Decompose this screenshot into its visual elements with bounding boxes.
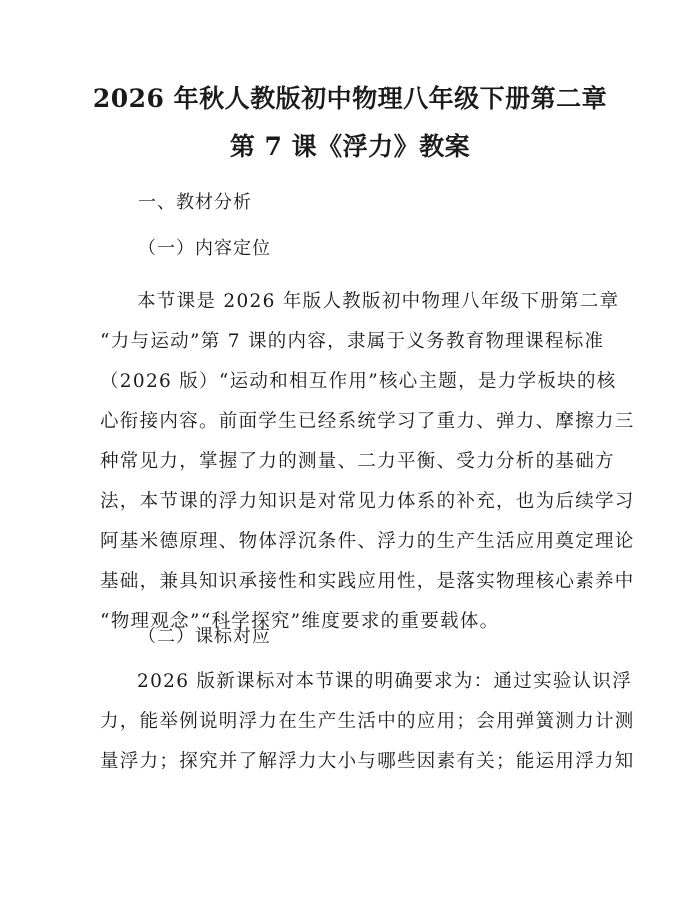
paragraph-line: （2026 版）“运动和相互作用”核心主题，是力学板块的核: [100, 371, 617, 392]
paragraph-line: 力，能举例说明浮力在生产生活中的应用；会用弹簧测力计测: [100, 711, 635, 732]
paragraph-line: 阿基米德原理、物体浮沉条件、浮力的生产生活应用奠定理论: [100, 531, 635, 552]
document-title-line-2: 第 7 课《浮力》教案: [229, 132, 471, 161]
paragraph-line: 种常见力，掌握了力的测量、二力平衡、受力分析的基础方: [100, 451, 615, 472]
subsection-heading-curriculum-standards: （二）课标对应: [138, 626, 271, 647]
paragraph-line: 基础，兼具知识承接性和实践应用性，是落实物理核心素养中: [100, 571, 635, 592]
paragraph-line: 本节课是 2026 年版人教版初中物理八年级下册第二章: [137, 291, 620, 312]
paragraph-line: “物理观念”“科学探究”维度要求的重要载体。: [100, 611, 500, 632]
paragraph-line: 心衔接内容。前面学生已经系统学习了重力、弹力、摩擦力三: [100, 411, 635, 432]
paragraph-line: 2026 版新课标对本节课的明确要求为：通过实验认识浮: [137, 671, 633, 692]
paragraph-curriculum-standards: [100, 662, 635, 782]
paragraph-content-positioning: [100, 282, 635, 642]
subsection-heading-content-positioning: （一）内容定位: [138, 238, 271, 259]
paragraph-line: 量浮力；探究并了解浮力大小与哪些因素有关；能运用浮力知: [100, 751, 635, 772]
section-heading: 一、教材分析: [138, 192, 252, 213]
paragraph-line: “力与运动”第 7 课的内容，隶属于义务教育物理课程标准: [100, 331, 605, 352]
paragraph-line: 法，本节课的浮力知识是对常见力体系的补充，也为后续学习: [100, 491, 635, 512]
document-title-line-1: 2026 年秋人教版初中物理八年级下册第二章: [92, 84, 608, 113]
